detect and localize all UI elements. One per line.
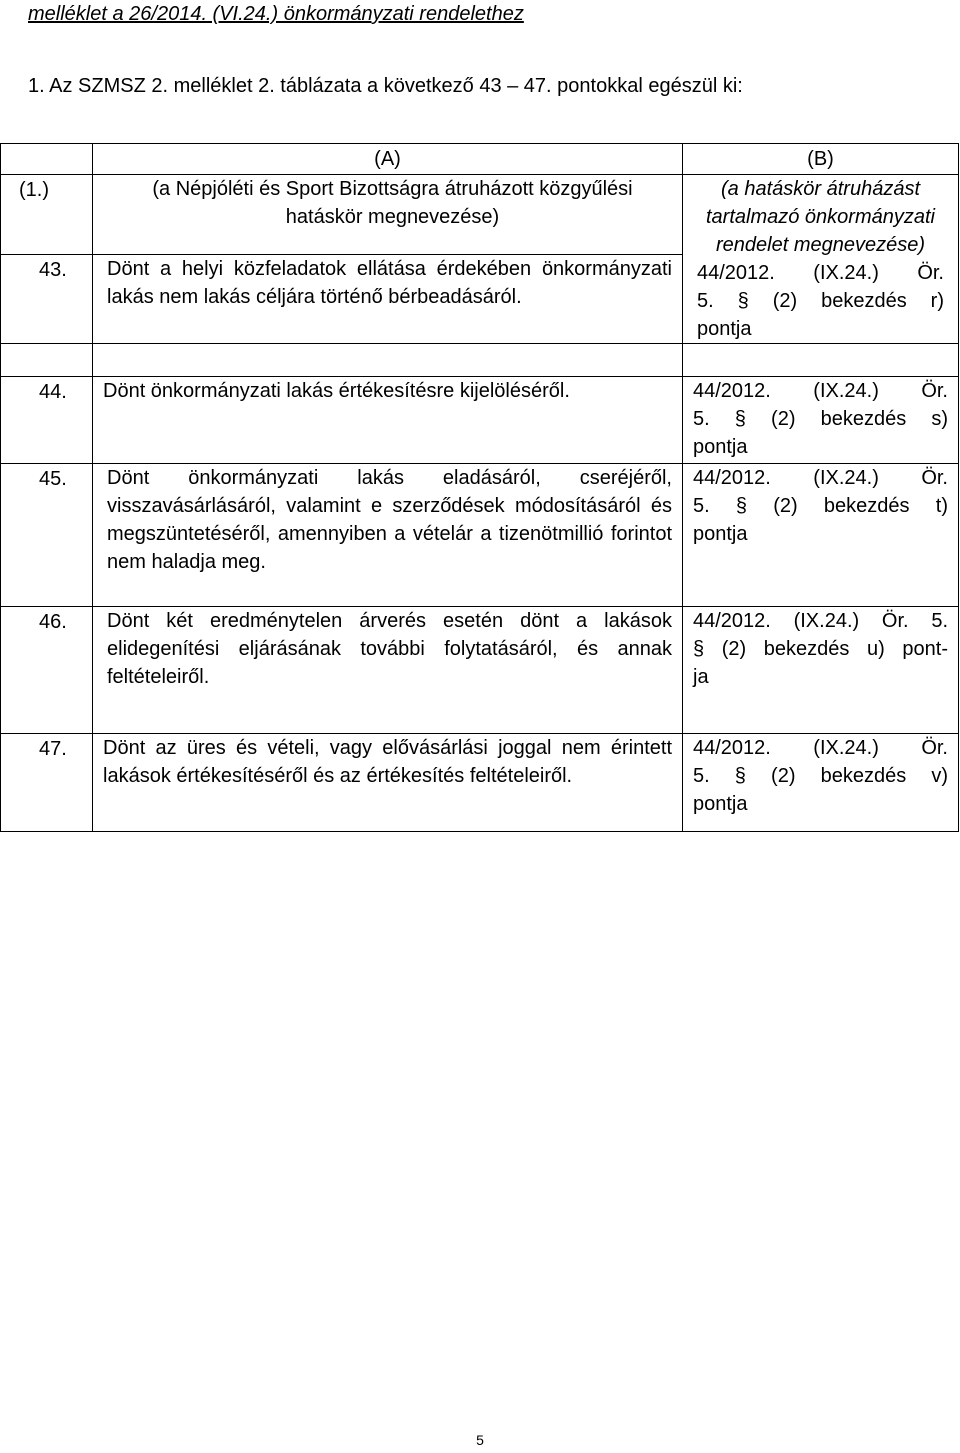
row-45-ref-line: pontja <box>693 523 748 545</box>
row-43-ref-line: 44/2012. (IX.24.) Ör. <box>697 262 944 284</box>
row-46-ref-line: ja <box>693 666 709 688</box>
attachment-title: melléklet a 26/2014. (VI.24.) önkormányzati rendelethez <box>28 3 524 25</box>
competence-table <box>0 143 959 832</box>
row-46-ref-line: § (2) bekezdés u) pont- <box>693 638 948 660</box>
row-43-description: Dönt a helyi közfeladatok ellátása érdekében önkormányzati lakás nem lakás céljára történő bérbeadásáról. <box>93 255 683 344</box>
spacer-cell <box>93 344 683 377</box>
intro-paragraph: 1. Az SZMSZ 2. melléklet 2. táblázata a következő 43 – 47. pontokkal egészül ki: <box>28 75 743 97</box>
table-subheader-row <box>1 175 959 255</box>
spacer-cell <box>683 344 959 377</box>
row-43-ref <box>697 259 944 343</box>
row-47-description: Dönt az üres és vételi, vagy elővásárlási joggal nem érintett lakások értékesítéséről és az értékesítés feltételeiről. <box>93 734 683 832</box>
row-44-description: Dönt önkormányzati lakás értékesítésre kijelöléséről. <box>93 377 683 464</box>
subheader-b: (a hatáskör átruházást tartalmazó önkormányzati rendelet megnevezése) <box>706 178 935 256</box>
table-row-44 <box>1 377 959 464</box>
row-47-ref <box>683 734 959 832</box>
table-row-46 <box>1 607 959 734</box>
row-44-ref-line: 44/2012. (IX.24.) Ör. <box>693 380 948 402</box>
row-44-ref <box>683 377 959 464</box>
subheader-number: (1.) <box>1 175 93 255</box>
table-header-empty <box>1 144 93 175</box>
row-46-description: Dönt két eredménytelen árverés esetén dönt a lakások elidegenítési eljárásának további folytatásáról, és annak feltételeiről. <box>93 607 683 734</box>
row-43-ref-line: pontja <box>697 318 752 340</box>
row-43-number: 43. <box>1 255 93 344</box>
row-44-number: 44. <box>1 377 93 464</box>
row-46-ref-line: 44/2012. (IX.24.) Ör. 5. <box>693 610 948 632</box>
spacer-cell <box>1 344 93 377</box>
row-47-ref-line: 5. § (2) bekezdés v) <box>693 765 948 787</box>
row-45-description: Dönt önkormányzati lakás eladásáról, cseréjéről, visszavásárlásáról, valamint e szerződések módosításáról és megszüntetéséről, amennyiben a vételár a tizenötmillió forintot nem haladja meg. <box>93 464 683 607</box>
row-46-ref <box>683 607 959 734</box>
row-45-ref <box>683 464 959 607</box>
column-b-header: (B) <box>683 144 959 175</box>
row-44-ref-line: 5. § (2) bekezdés s) <box>693 408 948 430</box>
table-header-row <box>1 144 959 175</box>
row-47-ref-line: pontja <box>693 793 748 815</box>
row-47-ref-line: 44/2012. (IX.24.) Ör. <box>693 737 948 759</box>
subheader-a: (a Népjóléti és Sport Bizottságra átruházott közgyűlési hatáskör megnevezése) <box>93 175 683 255</box>
row-47-number: 47. <box>1 734 93 832</box>
row-43-ref-line: 5. § (2) bekezdés r) <box>697 290 944 312</box>
row-44-ref-line: pontja <box>693 436 748 458</box>
column-a-header: (A) <box>93 144 683 175</box>
row-45-ref-line: 5. § (2) bekezdés t) <box>693 495 948 517</box>
row-45-ref-line: 44/2012. (IX.24.) Ör. <box>693 467 948 489</box>
table-row-spacer <box>1 344 959 377</box>
row-46-number: 46. <box>1 607 93 734</box>
subheader-b-and-ref-43 <box>683 175 959 344</box>
row-45-number: 45. <box>1 464 93 607</box>
page-number: 5 <box>476 1432 484 1448</box>
table-row-45 <box>1 464 959 607</box>
table-row-47 <box>1 734 959 832</box>
